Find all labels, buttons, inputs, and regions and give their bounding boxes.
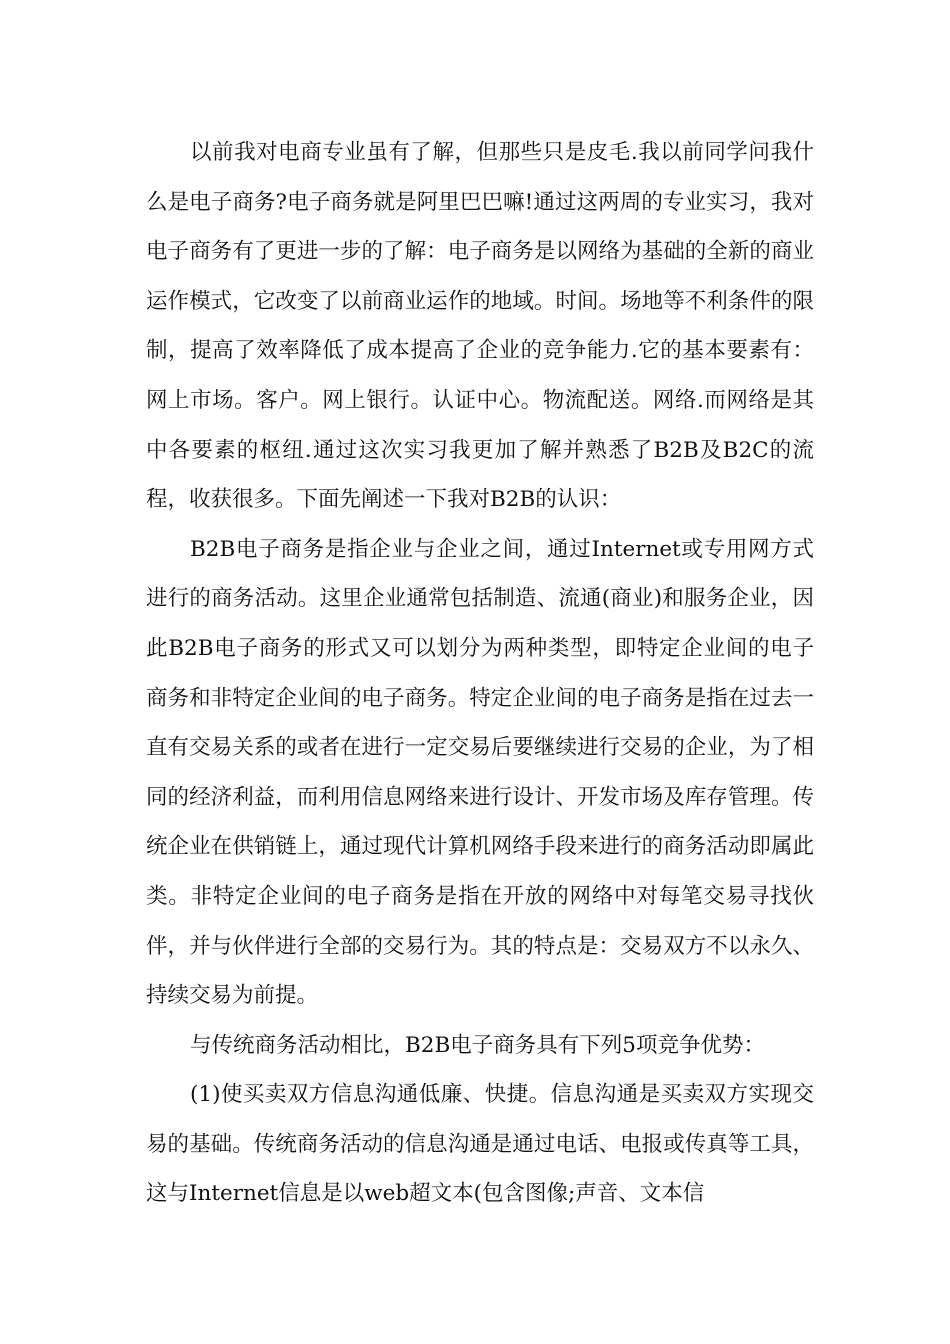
paragraph-advantage-1: (1)使买卖双方信息沟通低廉、快捷。信息沟通是买卖双方实现交易的基础。传统商务活动的信息沟通是通过电话、电报或传真等工具，这与Internet信息是以web超文本(包含图像;声音、文本信 <box>146 1082 814 1207</box>
paragraph-intro: 以前我对电商专业虽有了解，但那些只是皮毛.我以前同学问我什么是电子商务?电子商务就是阿里巴巴嘛!通过这两周的专业实习，我对电子商务有了更进一步的了解：电子商务是以网络为基础的全新的商业运作模式，它改变了以前商业运作的地域。时间。场地等不利条件的限制，提高了效率降低了成本提高了企业的竞争能力.它的基本要素有：网上市场。客户。网上银行。认证中心。物流配送。网络.而网络是其中各要素的枢纽.通过这次实习我更加了解并熟悉了B2B及B2C的流程，收获很多。下面先阐述一下我对B2B的认识： <box>146 140 814 513</box>
paragraph-advantages-heading: 与传统商务活动相比，B2B电子商务具有下列5项竞争优势： <box>190 1032 765 1058</box>
document-body <box>146 128 814 1219</box>
paragraph-b2b-definition: B2B电子商务是指企业与企业之间，通过Internet或专用网方式进行的商务活动。这里企业通常包括制造、流通(商业)和服务企业，因此B2B电子商务的形式又可以划分为两种类型，即特定企业间的电子商务和非特定企业间的电子商务。特定企业间的电子商务是指在过去一直有交易关系的或者在进行一定交易后要继续进行交易的企业，为了相同的经济利益，而利用信息网络来进行设计、开发市场及库存管理。传统企业在供销链上，通过现代计算机网络手段来进行的商务活动即属此类。非特定企业间的电子商务是指在开放的网络中对每笔交易寻找伙伴，并与伙伴进行全部的交易行为。其的特点是：交易双方不以永久、持续交易为前提。 <box>146 536 814 1009</box>
